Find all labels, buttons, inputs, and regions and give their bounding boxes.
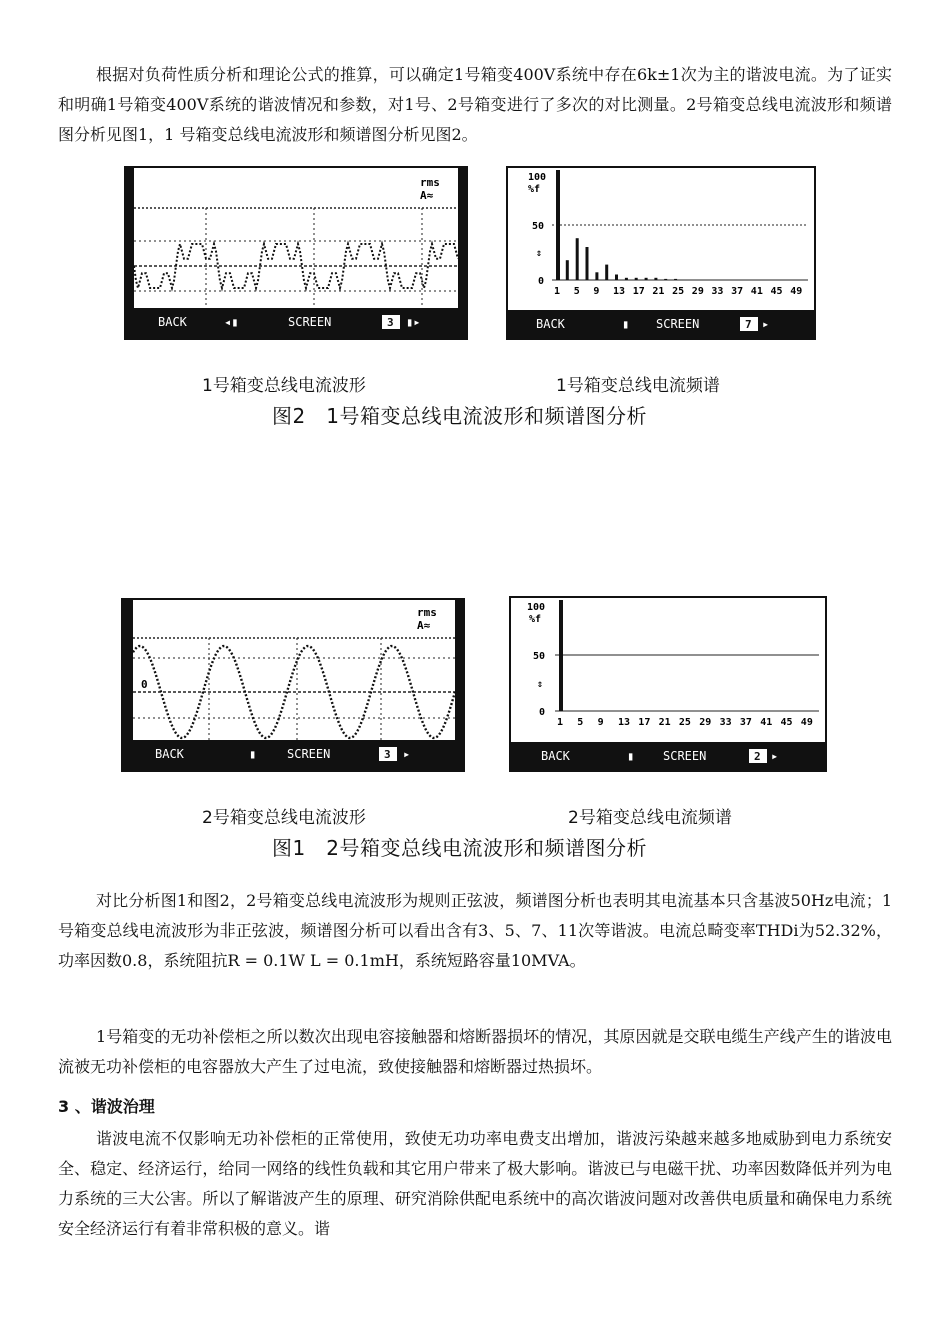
x-tick-29: 29: [691, 286, 704, 297]
x-tick-5: 5: [573, 286, 580, 297]
x-tick-25: 25: [678, 717, 691, 728]
x-tick-9: 9: [597, 717, 604, 728]
y-axis-mid-label: 50: [533, 651, 546, 662]
zero-marker: 0: [141, 678, 148, 691]
x-tick-17: 17: [638, 717, 651, 728]
back-button[interactable]: BACK: [158, 315, 187, 329]
harmonic-bar-9: [595, 272, 598, 280]
x-tick-41: 41: [760, 717, 773, 728]
next-icon[interactable]: ▮▸: [406, 315, 421, 329]
cause-paragraph: 1号箱变的无功补偿柜之所以数次出现电容接触器和熔断器损坏的情况，其原因就是交联电缆生产线产生的谐波电流被无功补偿柜的电容器放大产生了过电流，致使接触器和熔断器过热损坏。: [58, 1027, 892, 1076]
harmonic-bar-19: [645, 278, 648, 280]
analysis-paragraph: 对比分析图1和图2，2号箱变总线电流波形为规则正弦波，频谱图分析也表明其电流基本只含基波50Hz电流；1号箱变总线电流波形为非正弦波，频谱图分析可以看出含有3、5、7、11次等谐波。电流总畸变率THDi为52.32%，功率因数0.8，系统阻抗R = 0.1W L = 0.1mH，系统短路容量10MVA。: [58, 891, 892, 970]
harmonic-bar-5: [576, 238, 579, 280]
harmonic-bar-15: [625, 278, 628, 280]
fig1-caption: 图1 2号箱变总线电流波形和频谱图分析: [272, 836, 647, 860]
x-tick-1: 1: [554, 286, 561, 297]
x-tick-29: 29: [699, 717, 712, 728]
harmonic-bar-17: [635, 278, 638, 280]
fig1-spectrum-bars: [559, 600, 563, 711]
x-tick-49: 49: [800, 717, 813, 728]
next-icon[interactable]: ▸: [762, 317, 770, 331]
harmonic-bar-25: [674, 279, 677, 280]
page-badge: 7: [745, 318, 752, 331]
screen-button[interactable]: SCREEN: [663, 749, 707, 763]
y-axis-zero-label: 0: [538, 276, 545, 287]
x-tick-45: 45: [780, 717, 793, 728]
x-tick-45: 45: [770, 286, 783, 297]
y-axis-unit-label: %f: [529, 614, 542, 625]
y-axis-top-label: 100: [527, 602, 546, 613]
x-tick-13: 13: [613, 286, 626, 297]
y-axis-unit-label: %f: [528, 184, 541, 195]
harmonic-bar-21: [654, 278, 657, 280]
back-button[interactable]: BACK: [155, 747, 184, 761]
hold-icon[interactable]: ◂▮: [224, 315, 239, 329]
back-button[interactable]: BACK: [536, 317, 565, 331]
page-badge: 3: [384, 748, 391, 761]
ampere-readout: A≈: [420, 189, 434, 202]
x-tick-17: 17: [632, 286, 645, 297]
x-tick-41: 41: [750, 286, 763, 297]
y-axis-top-label: 100: [528, 172, 547, 183]
harmonic-bar-23: [664, 279, 667, 280]
hold-icon[interactable]: ▮: [622, 317, 630, 331]
section-heading-3: 3 、谐波治理: [58, 1097, 155, 1116]
rms-readout: rms: [417, 606, 437, 619]
x-tick-21: 21: [652, 286, 665, 297]
fig2-waveform-svg: [124, 166, 468, 340]
screen-button[interactable]: SCREEN: [288, 315, 332, 329]
x-tick-9: 9: [593, 286, 600, 297]
updown-icon: ⇕: [537, 679, 544, 690]
x-tick-25: 25: [672, 286, 685, 297]
x-tick-33: 33: [711, 286, 724, 297]
screen-button[interactable]: SCREEN: [656, 317, 700, 331]
x-tick-37: 37: [731, 286, 744, 297]
fig2-caption: 图2 1号箱变总线电流波形和频谱图分析: [272, 404, 647, 428]
rms-readout: rms: [420, 176, 440, 189]
x-tick-37: 37: [739, 717, 752, 728]
fig2-spectrum-label: 1号箱变总线电流频谱: [556, 376, 720, 396]
fig1-wave-label: 2号箱变总线电流波形: [202, 808, 366, 828]
y-axis-mid-label: 50: [532, 221, 545, 232]
harmonic-treatment-paragraph: 谐波电流不仅影响无功补偿柜的正常使用，致使无功功率电费支出增加，谐波污染越来越多地威胁到电力系统安全、稳定、经济运行，给同一网络的线性负载和其它用户带来了极大影响。谐波已与电磁干扰、功率因数降低并列为电力系统的三大公害。所以了解谐波产生的原理、研究消除供配电系统中的高次谐波问题对改善供电质量和确保电力系统安全经济运行有着非常积极的意义。谐: [58, 1129, 892, 1238]
screen-area: [134, 168, 458, 308]
y-axis-zero-label: 0: [539, 707, 546, 718]
harmonic-bar-11: [605, 265, 608, 280]
fig1-waveform-screen: [121, 598, 465, 772]
screen-button[interactable]: SCREEN: [287, 747, 331, 761]
hold-icon[interactable]: ▮: [627, 749, 635, 763]
next-icon[interactable]: ▸: [403, 747, 411, 761]
fig1-spectrum-screen: [509, 596, 827, 772]
harmonic-bar-1: [556, 170, 560, 280]
updown-icon: ⇕: [536, 248, 543, 259]
harmonic-bar-1: [559, 600, 563, 711]
fig2-waveform-screen: [124, 166, 468, 340]
fig2-spectrum-svg: [506, 166, 816, 340]
page-badge: 3: [387, 316, 394, 329]
fig2-wave-label: 1号箱变总线电流波形: [202, 376, 366, 396]
fig1-waveform-svg: [121, 598, 465, 772]
harmonic-bar-7: [586, 247, 589, 280]
harmonic-bar-3: [566, 260, 569, 280]
x-tick-5: 5: [577, 717, 584, 728]
harmonic-bar-13: [615, 275, 618, 281]
fig2-spectrum-screen: [506, 166, 816, 340]
x-tick-13: 13: [618, 717, 631, 728]
page-badge: 2: [754, 750, 761, 763]
fig1-spectrum-svg: [509, 596, 827, 772]
intro-paragraph: 根据对负荷性质分析和理论公式的推算，可以确定1号箱变400V系统中存在6k±1次为主的谐波电流。为了证实和明确1号箱变400V系统的谐波情况和参数，对1号、2号箱变进行了多次的对比测量。2号箱变总线电流波形和频谱图分析见图1，1 号箱变总线电流波形和频谱图分析见图2。: [58, 65, 892, 144]
fig1-spectrum-label: 2号箱变总线电流频谱: [568, 808, 732, 828]
ampere-readout: A≈: [417, 619, 431, 632]
x-tick-33: 33: [719, 717, 732, 728]
x-tick-21: 21: [658, 717, 671, 728]
back-button[interactable]: BACK: [541, 749, 570, 763]
x-tick-49: 49: [790, 286, 803, 297]
x-tick-1: 1: [557, 717, 564, 728]
hold-icon[interactable]: ▮: [249, 747, 257, 761]
next-icon[interactable]: ▸: [771, 749, 779, 763]
